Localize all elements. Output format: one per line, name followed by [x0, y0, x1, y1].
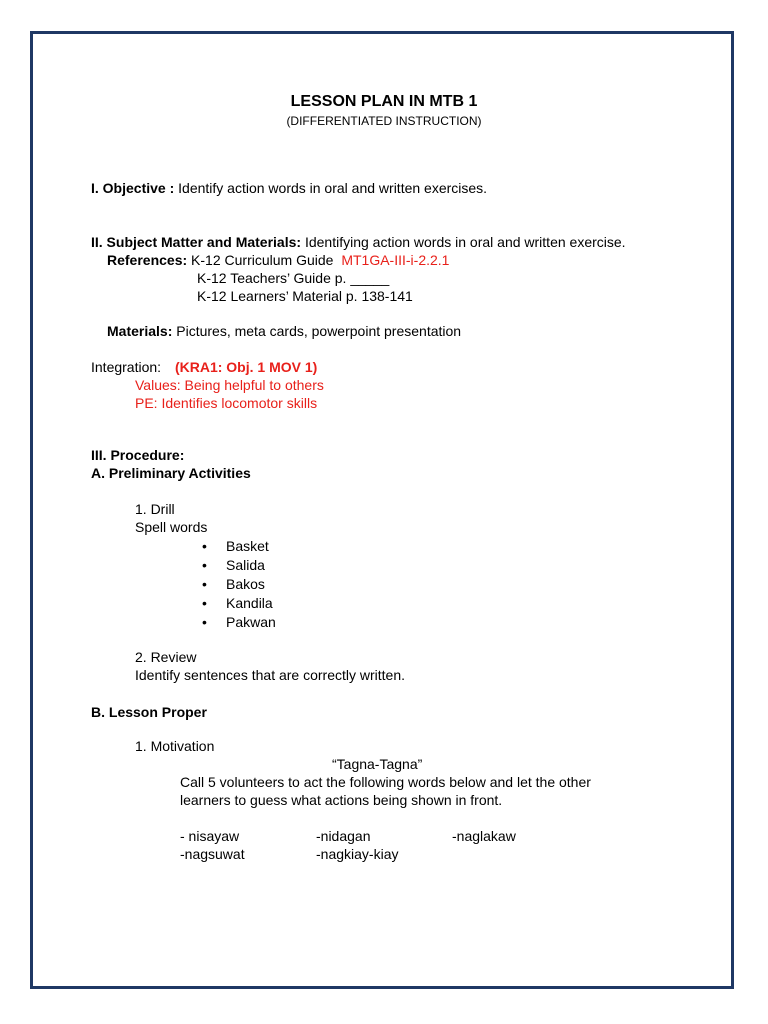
objective-line [91, 179, 487, 197]
integration-kra: (KRA1: Obj. 1 MOV 1) [174, 359, 318, 375]
drill-label: 1. Drill [135, 501, 175, 517]
materials-line [107, 322, 461, 340]
subject-text: Identifying action words in oral and written exercise. [304, 234, 626, 250]
motivation-label: 1. Motivation [135, 738, 215, 754]
references-line [107, 251, 449, 269]
integration-pe: PE: Identifies locomotor skills [135, 395, 318, 411]
materials-label: Materials: [107, 323, 173, 339]
bullet-marker: • [202, 576, 207, 592]
review-label: 2. Review [135, 649, 197, 665]
curriculum-code: MT1GA-III-i-2.2.1 [341, 252, 450, 268]
action-word: - nisayaw [180, 828, 240, 844]
reference-teachers-guide [197, 269, 389, 287]
integration-line [91, 358, 317, 376]
teachers-guide-blank: _____ [350, 270, 390, 286]
page-subtitle: (DIFFERENTIATED INSTRUCTION) [286, 114, 482, 128]
bullet-marker: • [202, 595, 207, 611]
list-item: Basket [226, 538, 269, 554]
list-item: Salida [226, 557, 265, 573]
bullet-marker: • [202, 538, 207, 554]
list-item: Kandila [226, 595, 273, 611]
motivation-instruction-line2: learners to guess what actions being shown in front. [180, 792, 503, 808]
materials-text: Pictures, meta cards, powerpoint presentation [176, 323, 462, 339]
objective-text: Identify action words in oral and written exercises. [178, 180, 488, 196]
preliminary-activities-heading: A. Preliminary Activities [91, 465, 251, 481]
action-word: -nagkiay-kiay [316, 846, 399, 862]
reference-curriculum-guide: K-12 Curriculum Guide [191, 252, 334, 268]
reference-learners-material: K-12 Learners’ Material p. 138-141 [197, 288, 413, 304]
references-label: References: [107, 252, 188, 268]
subject-label: II. Subject Matter and Materials: [91, 234, 302, 250]
list-item: Bakos [226, 576, 265, 592]
page-title: LESSON PLAN IN MTB 1 [290, 93, 478, 110]
motivation-instruction-line1: Call 5 volunteers to act the following words below and let the other [180, 774, 591, 790]
review-text: Identify sentences that are correctly written. [135, 667, 406, 683]
objective-label: I. Objective : [91, 180, 175, 196]
list-item: Pakwan [226, 614, 276, 630]
lesson-proper-heading: B. Lesson Proper [91, 704, 207, 720]
integration-values: Values: Being helpful to others [135, 377, 324, 393]
bullet-marker: • [202, 557, 207, 573]
action-word: -nagsuwat [180, 846, 245, 862]
drill-instruction: Spell words [135, 519, 208, 535]
integration-label: Integration: [91, 359, 162, 375]
action-word: -naglakaw [452, 828, 516, 844]
teachers-guide-text: K-12 Teachers’ Guide p. [197, 270, 347, 286]
procedure-heading: III. Procedure: [91, 447, 185, 463]
bullet-marker: • [202, 614, 207, 630]
subject-line [91, 233, 626, 251]
game-title: “Tagna-Tagna” [332, 756, 423, 772]
action-word: -nidagan [316, 828, 371, 844]
